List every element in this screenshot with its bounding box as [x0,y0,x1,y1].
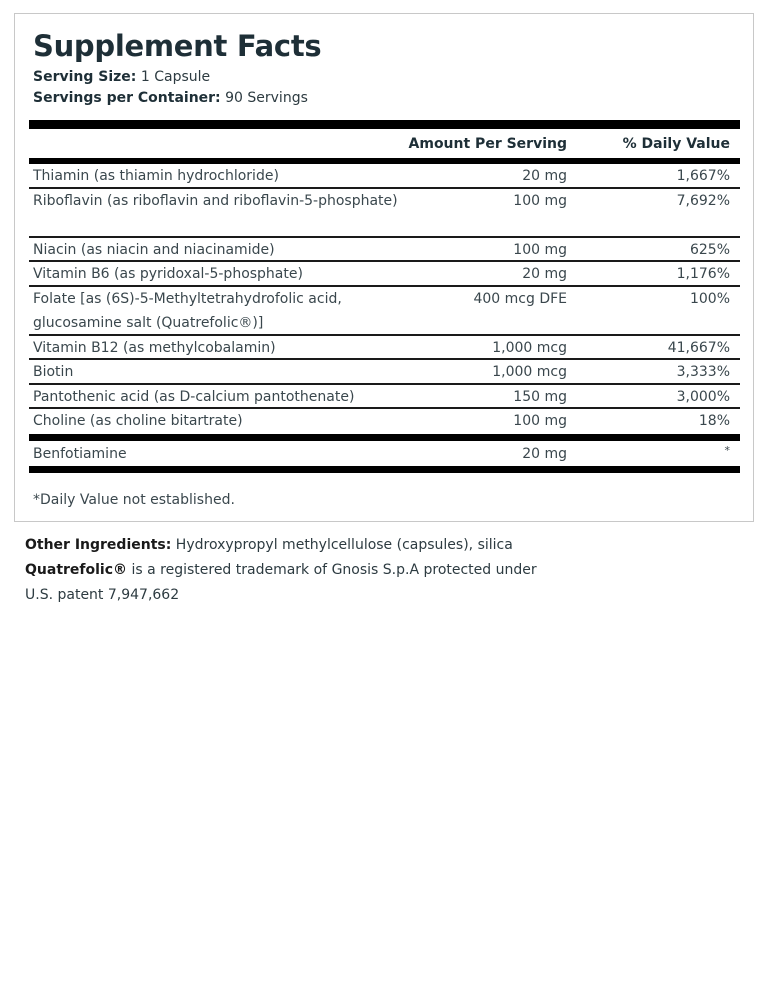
servings-per-container-value: 90 Servings [225,90,308,106]
table-row [29,287,740,336]
nutrient-amount: 400 mcg DFE [473,290,567,307]
table-row [29,164,740,189]
nutrient-name: Choline (as choline bitartrate) [33,413,243,429]
nutrient-name: Folate [as (6S)-5-Methyltetrahydrofolic acid, glucosamine salt (Quatrefolic®)] [33,290,342,331]
header-amount-per-serving: Amount Per Serving [408,136,567,152]
other-ingredients [25,533,745,558]
nutrient-amount: 20 mg [522,168,567,184]
servings-per-container [33,88,308,108]
serving-size-value: 1 Capsule [140,69,211,85]
ingredient-daily-value: * [724,443,730,457]
nutrient-name: Riboflavin (as riboflavin and riboflavin-5-phosphate) [33,192,398,209]
servings-per-container-label: Servings per Container: [33,90,221,106]
nutrient-amount: 1,000 mcg [492,364,567,380]
table-header [29,129,740,158]
nutrient-amount: 1,000 mcg [492,339,567,356]
serving-size [33,67,210,87]
panel-title: Supplement Facts [33,29,322,63]
nutrient-amount: 20 mg [522,266,567,282]
nutrient-daily-value: 100% [689,290,730,307]
trademark-text: is a registered trademark of Gnosis S.p.A protected under [131,562,537,578]
nutrient-daily-value: 1,667% [676,168,730,184]
other-ingredients-value: Hydroxypropyl methylcellulose (capsules), silica [175,537,513,553]
table-row [29,360,740,385]
nutrient-daily-value: 7,692% [676,192,730,209]
table-row [29,238,740,263]
table-row [29,336,740,361]
nutrient-name: Vitamin B12 (as methylcobalamin) [33,339,276,356]
nutrient-name: Thiamin (as thiamin hydrochloride) [33,168,279,184]
daily-value-footnote: *Daily Value not established. [33,492,235,508]
nutrient-daily-value: 1,176% [676,266,730,282]
nutrient-name: Vitamin B6 (as pyridoxal-5-phosphate) [33,266,303,282]
nutrient-name: Niacin (as niacin and niacinamide) [33,241,275,258]
ingredient-amount: 20 mg [522,445,567,462]
nutrient-daily-value: 3,333% [676,364,730,380]
nutrient-name: Pantothenic acid (as D-calcium pantothenate) [33,388,355,405]
serving-size-label: Serving Size: [33,69,137,85]
nutrient-table [29,120,740,473]
trademark-notice [25,558,745,583]
table-row [29,189,740,238]
ingredient-name: Benfotiamine [33,445,127,462]
table-row-other [29,441,740,466]
table-row [29,409,740,434]
nutrient-daily-value: 41,667% [667,339,730,356]
divider-thick [29,466,740,473]
nutrient-amount: 100 mg [513,413,567,429]
nutrient-amount: 100 mg [513,241,567,258]
nutrient-daily-value: 18% [698,413,730,429]
nutrient-daily-value: 625% [689,241,730,258]
divider-thick [29,120,740,129]
nutrient-amount: 150 mg [513,388,567,405]
patent-notice: U.S. patent 7,947,662 [25,587,180,603]
table-row [29,385,740,410]
table-row [29,262,740,287]
nutrient-amount: 100 mg [513,192,567,209]
divider-thick [29,434,740,441]
supplement-facts-panel [14,13,754,522]
nutrient-daily-value: 3,000% [676,388,730,405]
trademark-brand: Quatrefolic® [25,562,128,578]
header-daily-value: % Daily Value [622,136,730,152]
nutrient-name: Biotin [33,364,74,380]
other-ingredients-label: Other Ingredients: [25,537,172,553]
